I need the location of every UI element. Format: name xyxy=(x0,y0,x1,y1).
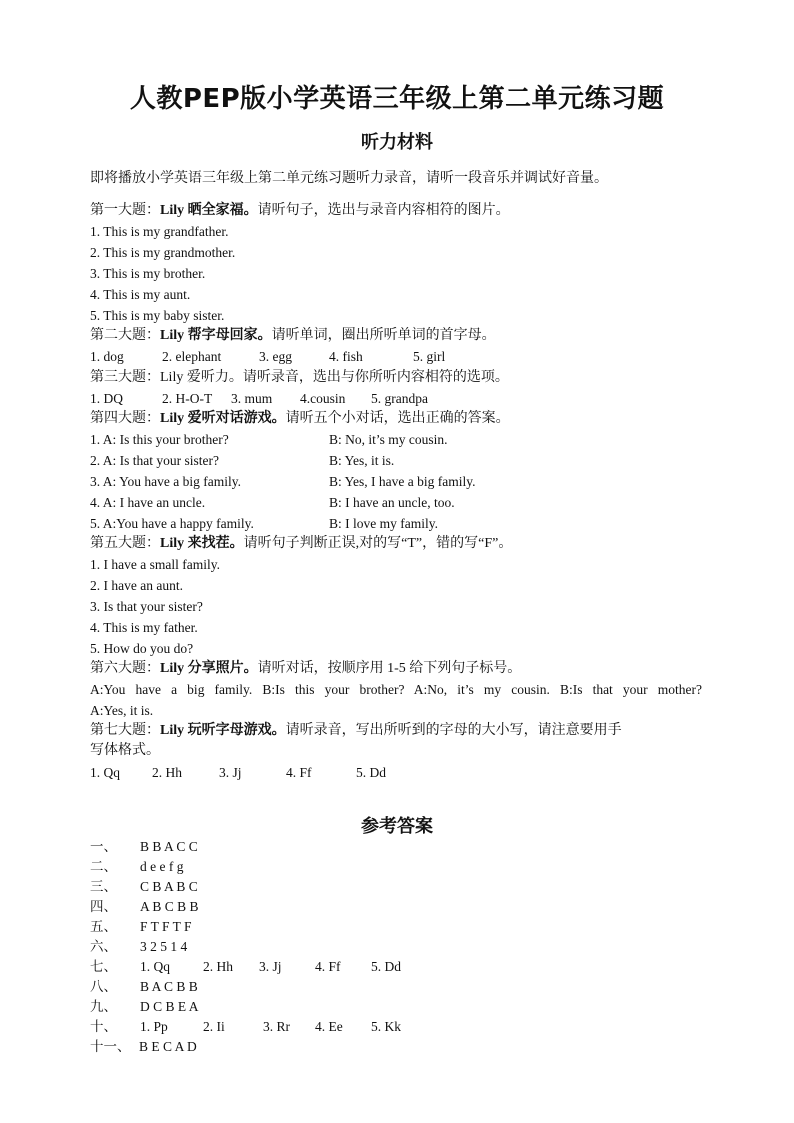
section-3-header xyxy=(90,369,509,387)
section-instruction: 请听五个小对话，选出正确的答案。 xyxy=(285,411,510,426)
answer-number: 二、 xyxy=(90,859,117,874)
dialog-b: B: I love my family. xyxy=(329,516,438,531)
section-instruction: 请听单词，圈出所听单词的首字母。 xyxy=(271,328,496,343)
section-6-text: A:Yes, it is. xyxy=(90,703,154,718)
section-prefix: 第一大题： xyxy=(90,203,160,218)
section-6-text: A:You have a big family. B:Is this your brother? A:No, it’s my cousin. B:Is that your mother? xyxy=(90,682,702,697)
section-bold-title: Lily 来找茬。 xyxy=(160,536,244,551)
dialog-a: 1. A: Is this your brother? xyxy=(90,432,229,447)
answer-text: 3 2 5 1 4 xyxy=(140,939,188,954)
answer-number: 七、 xyxy=(90,959,117,974)
answer-number: 十一、 xyxy=(90,1039,131,1054)
section-5-item: 5. How do you do? xyxy=(90,641,194,656)
section-1-item: 1. This is my grandfather. xyxy=(90,224,229,239)
answers-heading: 参考答案 xyxy=(361,816,433,837)
section-instruction: 请听句子，选出与录音内容相符的图片。 xyxy=(257,203,510,218)
section-5-item: 2. I have an aunt. xyxy=(90,578,183,593)
section-instruction: 请听句子判断正误,对的写“T”，错的写“F”。 xyxy=(243,536,513,551)
section-2-item: 1. dog xyxy=(90,349,124,364)
section-7-header xyxy=(90,722,622,740)
section-bold-title: Lily 爱听对话游戏。 xyxy=(160,411,286,426)
dialog-b: B: No, it’s my cousin. xyxy=(329,432,448,447)
section-bold-title: Lily 帮字母回家。 xyxy=(160,328,272,343)
section-1-item: 3. This is my brother. xyxy=(90,266,206,281)
answer-number: 四、 xyxy=(90,899,117,914)
section-3-item: 2. H-O-T xyxy=(162,391,213,406)
answer-part: 1. Pp xyxy=(140,1019,168,1034)
page-title: 人教PEP版小学英语三年级上第二单元练习题 xyxy=(129,84,665,114)
answer-part: 2. Hh xyxy=(203,959,233,974)
answer-number: 五、 xyxy=(90,919,117,934)
section-1-item: 2. This is my grandmother. xyxy=(90,245,236,260)
answer-number: 六、 xyxy=(90,939,117,954)
answer-part: 3. Jj xyxy=(259,959,282,974)
answer-part: 5. Dd xyxy=(371,959,401,974)
section-1-item: 4. This is my aunt. xyxy=(90,287,191,302)
dialog-a: 2. A: Is that your sister? xyxy=(90,453,219,468)
section-3-item: 4.cousin xyxy=(300,391,346,406)
answer-number: 八、 xyxy=(90,979,117,994)
answer-text: B A C B B xyxy=(140,979,198,994)
section-7-item: 1. Qq xyxy=(90,765,120,780)
answer-text: C B A B C xyxy=(140,879,198,894)
section-instruction: Lily 爱听力。请听录音，选出与你所听内容相符的选项。 xyxy=(160,370,509,385)
dialog-a: 4. A: I have an uncle. xyxy=(90,495,206,510)
section-1-header xyxy=(90,202,510,220)
section-5-item: 1. I have a small family. xyxy=(90,557,220,572)
answer-text: A B C B B xyxy=(140,899,199,914)
answer-number: 一、 xyxy=(90,839,117,854)
listening-heading: 听力材料 xyxy=(361,132,433,153)
section-bold-title: Lily 玩听字母游戏。 xyxy=(160,723,286,738)
section-7-item: 2. Hh xyxy=(152,765,182,780)
answer-part: 4. Ff xyxy=(315,959,341,974)
section-5-header xyxy=(90,535,512,553)
answer-text: B E C A D xyxy=(139,1039,197,1054)
answer-part: 5. Kk xyxy=(371,1019,401,1034)
answer-number: 三、 xyxy=(90,879,117,894)
answer-number: 九、 xyxy=(90,999,117,1014)
section-2-item: 2. elephant xyxy=(162,349,222,364)
section-instruction: 请听对话，按顺序用 1-5 给下列句子标号。 xyxy=(257,661,522,676)
answer-number: 十、 xyxy=(90,1019,117,1034)
answer-text: d e e f g xyxy=(140,859,184,874)
section-prefix: 第五大题： xyxy=(90,536,160,551)
section-7-item: 3. Jj xyxy=(219,765,242,780)
dialog-b: B: Yes, I have a big family. xyxy=(329,474,476,489)
section-5-item: 3. Is that your sister? xyxy=(90,599,203,614)
answer-part: 3. Rr xyxy=(263,1019,290,1034)
dialog-b: B: I have an uncle, too. xyxy=(329,495,455,510)
section-2-item: 4. fish xyxy=(329,349,363,364)
dialog-a: 5. A:You have a happy family. xyxy=(90,516,254,531)
section-bold-title: Lily 晒全家福。 xyxy=(160,203,258,218)
dialog-b: B: Yes, it is. xyxy=(329,453,395,468)
section-instruction: 请听录音，写出所听到的字母的大小写，请注意要用手 xyxy=(285,723,622,738)
section-2-item: 3. egg xyxy=(259,349,292,364)
section-2-header xyxy=(90,327,496,345)
answer-text: F T F T F xyxy=(140,919,192,934)
section-prefix: 第四大题： xyxy=(90,411,160,426)
section-6-header xyxy=(90,660,521,678)
dialog-a: 3. A: You have a big family. xyxy=(90,474,241,489)
section-prefix: 第六大题： xyxy=(90,661,160,676)
section-3-item: 1. DQ xyxy=(90,391,123,406)
section-2-item: 5. girl xyxy=(413,349,446,364)
answer-text: B B A C C xyxy=(140,839,198,854)
answer-part: 1. Qq xyxy=(140,959,170,974)
section-5-item: 4. This is my father. xyxy=(90,620,198,635)
section-prefix: 第七大题： xyxy=(90,723,160,738)
section-3-item: 3. mum xyxy=(231,391,273,406)
section-bold-title: Lily 分享照片。 xyxy=(160,661,258,676)
section-7-instruction-continued: 写体格式。 xyxy=(90,743,160,758)
section-3-item: 5. grandpa xyxy=(371,391,428,406)
section-1-item: 5. This is my baby sister. xyxy=(90,308,225,323)
section-7-item: 5. Dd xyxy=(356,765,386,780)
answer-part: 4. Ee xyxy=(315,1019,343,1034)
section-prefix: 第三大题： xyxy=(90,370,160,385)
intro-text: 即将播放小学英语三年级上第二单元练习题听力录音，请听一段音乐并调试好音量。 xyxy=(90,171,608,186)
answer-text: D C B E A xyxy=(140,999,199,1014)
section-prefix: 第二大题： xyxy=(90,328,160,343)
answer-part: 2. Ii xyxy=(203,1019,225,1034)
section-7-item: 4. Ff xyxy=(286,765,312,780)
section-4-header xyxy=(90,410,510,428)
